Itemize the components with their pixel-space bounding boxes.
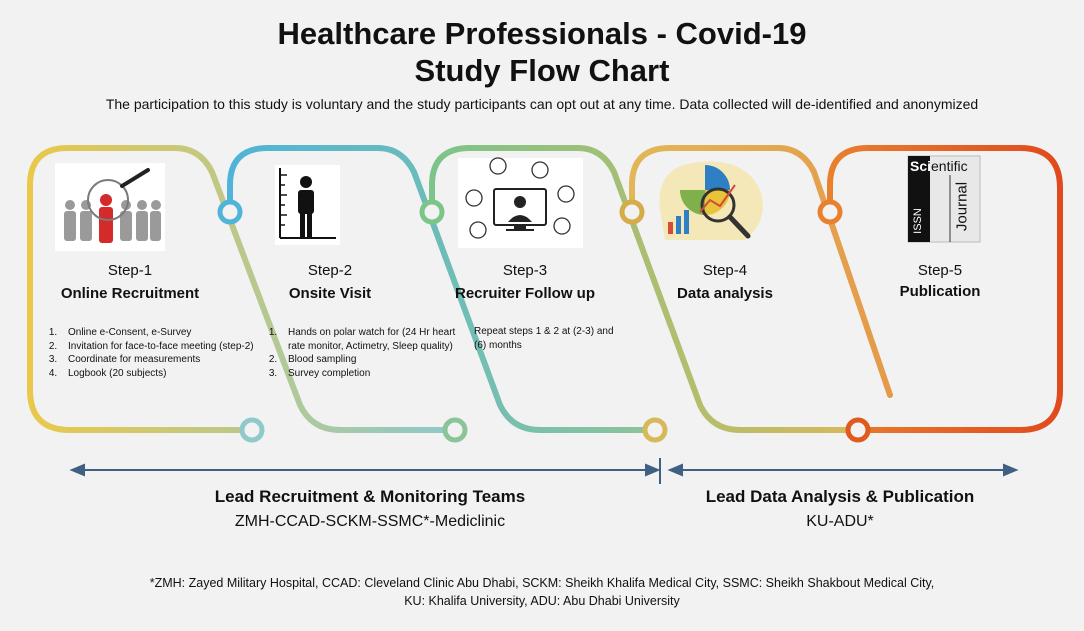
connector-circle	[445, 420, 465, 440]
footnote-line2: KU: Khalifa University, ADU: Abu Dhabi University	[404, 594, 680, 608]
step-1-name: Online Recruitment	[60, 285, 200, 302]
step-3-name: Recruiter Follow up	[454, 285, 595, 302]
connector-circle	[622, 202, 642, 222]
step-5-label: Step-5	[917, 262, 963, 279]
step-2-name: Onsite Visit	[288, 285, 372, 302]
step-4-name: Data analysis	[677, 285, 773, 302]
list-item: 1. Hands on polar watch for (24 Hr heart rate monitor, Actimetry, Sleep quality)	[280, 326, 460, 353]
connector-circle	[422, 202, 442, 222]
step-5-name: Publication	[899, 283, 981, 300]
step-3-label: Step-3	[502, 262, 548, 279]
team-right-title: Lead Data Analysis & Publication	[705, 487, 975, 506]
step-1-list	[42, 326, 272, 380]
journal-label: Journal	[953, 181, 971, 232]
connector-circle	[848, 420, 868, 440]
step-2-label: Step-2	[307, 262, 353, 279]
connector-circle	[220, 202, 240, 222]
page-title: Healthcare Professionals - Covid-19	[277, 16, 807, 51]
connector-circle	[820, 202, 840, 222]
telehealth-icon	[458, 158, 583, 248]
journal-cover-text	[910, 157, 980, 175]
data-analysis-icon	[660, 162, 763, 240]
page-subtitle: The participation to this study is voluntary and the study participants can opt out at any time. Data collected will de-identified and anonymized	[105, 96, 979, 112]
team-left-title: Lead Recruitment & Monitoring Teams	[214, 487, 526, 506]
team-right-members: KU-ADU*	[806, 513, 874, 530]
journal-sci: Sci	[910, 158, 932, 174]
list-item: 2. Blood sampling	[280, 353, 460, 367]
footnote-line1: *ZMH: Zayed Military Hospital, CCAD: Cleveland Clinic Abu Dhabi, SCKM: Sheikh Khalifa Medical City, SSMC: Sheikh Shakbout Medical City,	[149, 576, 935, 590]
people-magnifier-icon	[55, 163, 165, 251]
connector-circle	[645, 420, 665, 440]
list-item: 3. Coordinate for measurements	[60, 353, 272, 367]
list-item: 3. Survey completion	[280, 367, 460, 381]
step-1-label: Step-1	[107, 262, 153, 279]
step-3-note: Repeat steps 1 & 2 at (2-3) and (6) months	[474, 326, 614, 351]
connector-circle	[242, 420, 262, 440]
list-item: 2. Invitation for face-to-face meeting (step-2)	[60, 340, 272, 354]
team-left-members: ZMH-CCAD-SCKM-SSMC*-Mediclinic	[234, 513, 506, 530]
person-measure-icon	[275, 165, 340, 245]
page-title-line2: Study Flow Chart	[414, 53, 670, 88]
journal-entific: entific	[931, 158, 968, 174]
journal-issn: ISSN	[912, 208, 924, 234]
list-item: 1. Online e-Consent, e-Survey	[60, 326, 272, 340]
step-4-label: Step-4	[702, 262, 748, 279]
step-2-list	[262, 326, 460, 380]
list-item: 4. Logbook (20 subjects)	[60, 367, 272, 381]
